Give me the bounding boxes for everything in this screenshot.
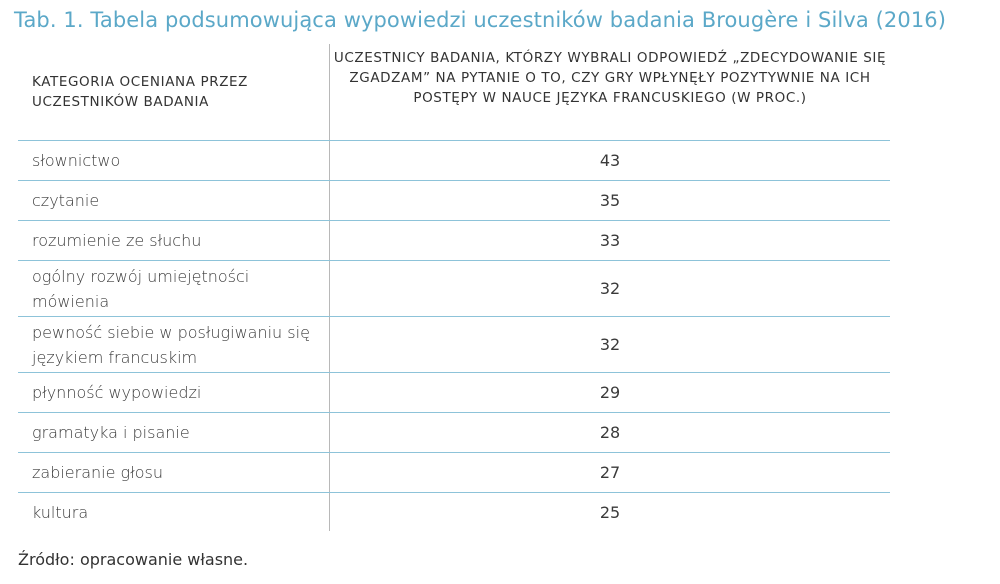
row-value: 32 [599,335,621,354]
row-value: 29 [599,383,621,402]
row-value: 27 [599,463,621,482]
header-percentage: UCZESTNICY BADANIA, KTÓRZY WYBRALI ODPOWIEDŹ „ZDECYDOWANIE SIĘ ZGADZAM” NA PYTANIE O TO, CZY GRY WPŁYNĘŁY POZYTYWNIE NA ICH POSTĘPY W NAUCE JĘZYKA FRANCUSKIEGO (W PROC.) [333,50,887,106]
source-note: Źródło: opracowanie własne. [18,550,249,569]
table-row [18,220,890,260]
row-value: 28 [599,423,621,442]
row-value: 33 [599,231,621,250]
row-category: pewność siebie w posługiwaniu się językiem francuskim [32,322,310,367]
table-row [18,260,890,316]
row-category: kultura [32,503,89,522]
table-title: Tab. 1. Tabela podsumowująca wypowiedzi uczestników badania Brougère i Silva (2016) [14,8,947,32]
row-category: słownictwo [32,151,121,170]
table-body [18,140,890,532]
table-row [18,140,890,180]
row-value: 35 [599,191,621,210]
row-category: płynność wypowiedzi [32,383,202,402]
row-value: 43 [599,151,621,170]
row-category: ogólny rozwój umiejętności mówienia [32,266,250,311]
summary-table [18,44,890,522]
table-header [18,44,890,140]
table-row [18,372,890,412]
row-category: rozumienie ze słuchu [32,231,202,250]
row-category: zabieranie głosu [32,463,163,482]
table-row [18,180,890,220]
row-value: 32 [599,279,621,298]
row-value: 25 [599,503,621,522]
row-category: czytanie [32,191,100,210]
table-row [18,452,890,492]
row-category: gramatyka i pisanie [32,423,190,442]
table-row [18,412,890,452]
table-row [18,492,890,532]
table-row [18,316,890,372]
header-category: KATEGORIA OCENIANA PRZEZ UCZESTNIKÓW BADANIA [32,74,249,110]
